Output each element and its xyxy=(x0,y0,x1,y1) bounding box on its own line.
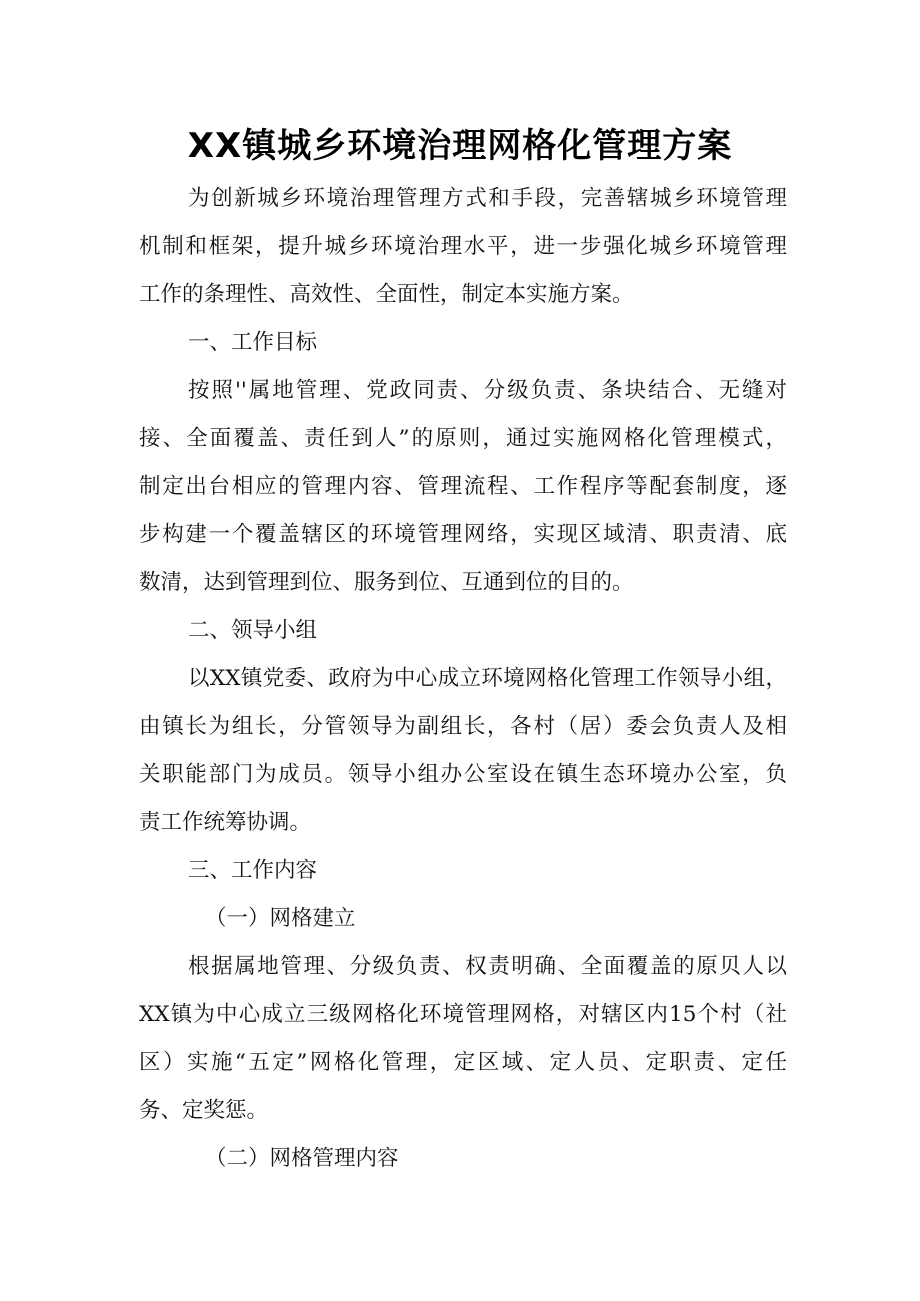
section-2-line-1: 以XX镇党委、政府为中心成立环境网格化管理工作领导小组， xyxy=(188,666,787,691)
section-1-line-5: 数清，达到管理到位、服务到位、互通到位的目的。 xyxy=(139,570,634,595)
subsection-1-line-1: 根据属地管理、分级负责、权责明确、全面覆盖的原贝人以 xyxy=(188,954,787,979)
section-heading-1: 一、工作目标 xyxy=(188,330,318,355)
section-2-line-4: 责工作统筹协调。 xyxy=(139,810,312,835)
subsection-1-line-4: 务、定奖惩。 xyxy=(139,1098,269,1123)
document-title: XX镇城乡环境治理网格化管理方案 xyxy=(187,126,733,166)
subsection-heading-1: （一）网格建立 xyxy=(205,906,356,931)
intro-line-2: 机制和框架，提升城乡环境治理水平，进一步强化城乡环境管理 xyxy=(139,234,787,259)
section-2-line-2: 由镇长为组长，分管领导为副组长，各村（居）委会负责人及相 xyxy=(139,714,787,739)
section-1-line-3: 制定出台相应的管理内容、管理流程、工作程序等配套制度，逐 xyxy=(139,474,787,499)
section-1-line-1: 按照''属地管理、党政同责、分级负责、条块结合、无缝对 xyxy=(188,378,787,403)
section-1-line-2: 接、全面覆盖、责任到人”的原则，通过实施网格化管理模式， xyxy=(139,426,787,451)
subsection-1-line-3: 区）实施“五定”网格化管理，定区域、定人员、定职责、定任 xyxy=(139,1050,787,1075)
intro-line-1: 为创新城乡环境治理管理方式和手段，完善辖城乡环境管理 xyxy=(188,186,787,211)
subsection-1-line-2: XX镇为中心成立三级网格化环境管理网格，对辖区内15个村（社 xyxy=(139,1002,787,1027)
section-heading-3: 三、工作内容 xyxy=(188,858,318,883)
section-heading-2: 二、领导小组 xyxy=(188,618,318,643)
section-2-line-3: 关职能部门为成员。领导小组办公室设在镇生态环境办公室，负 xyxy=(139,762,787,787)
subsection-heading-2: （二）网格管理内容 xyxy=(205,1146,399,1171)
intro-line-3: 工作的条理性、高效性、全面性，制定本实施方案。 xyxy=(139,282,634,307)
section-1-line-4: 步构建一个覆盖辖区的环境管理网络，实现区域清、职责清、底 xyxy=(139,522,787,547)
